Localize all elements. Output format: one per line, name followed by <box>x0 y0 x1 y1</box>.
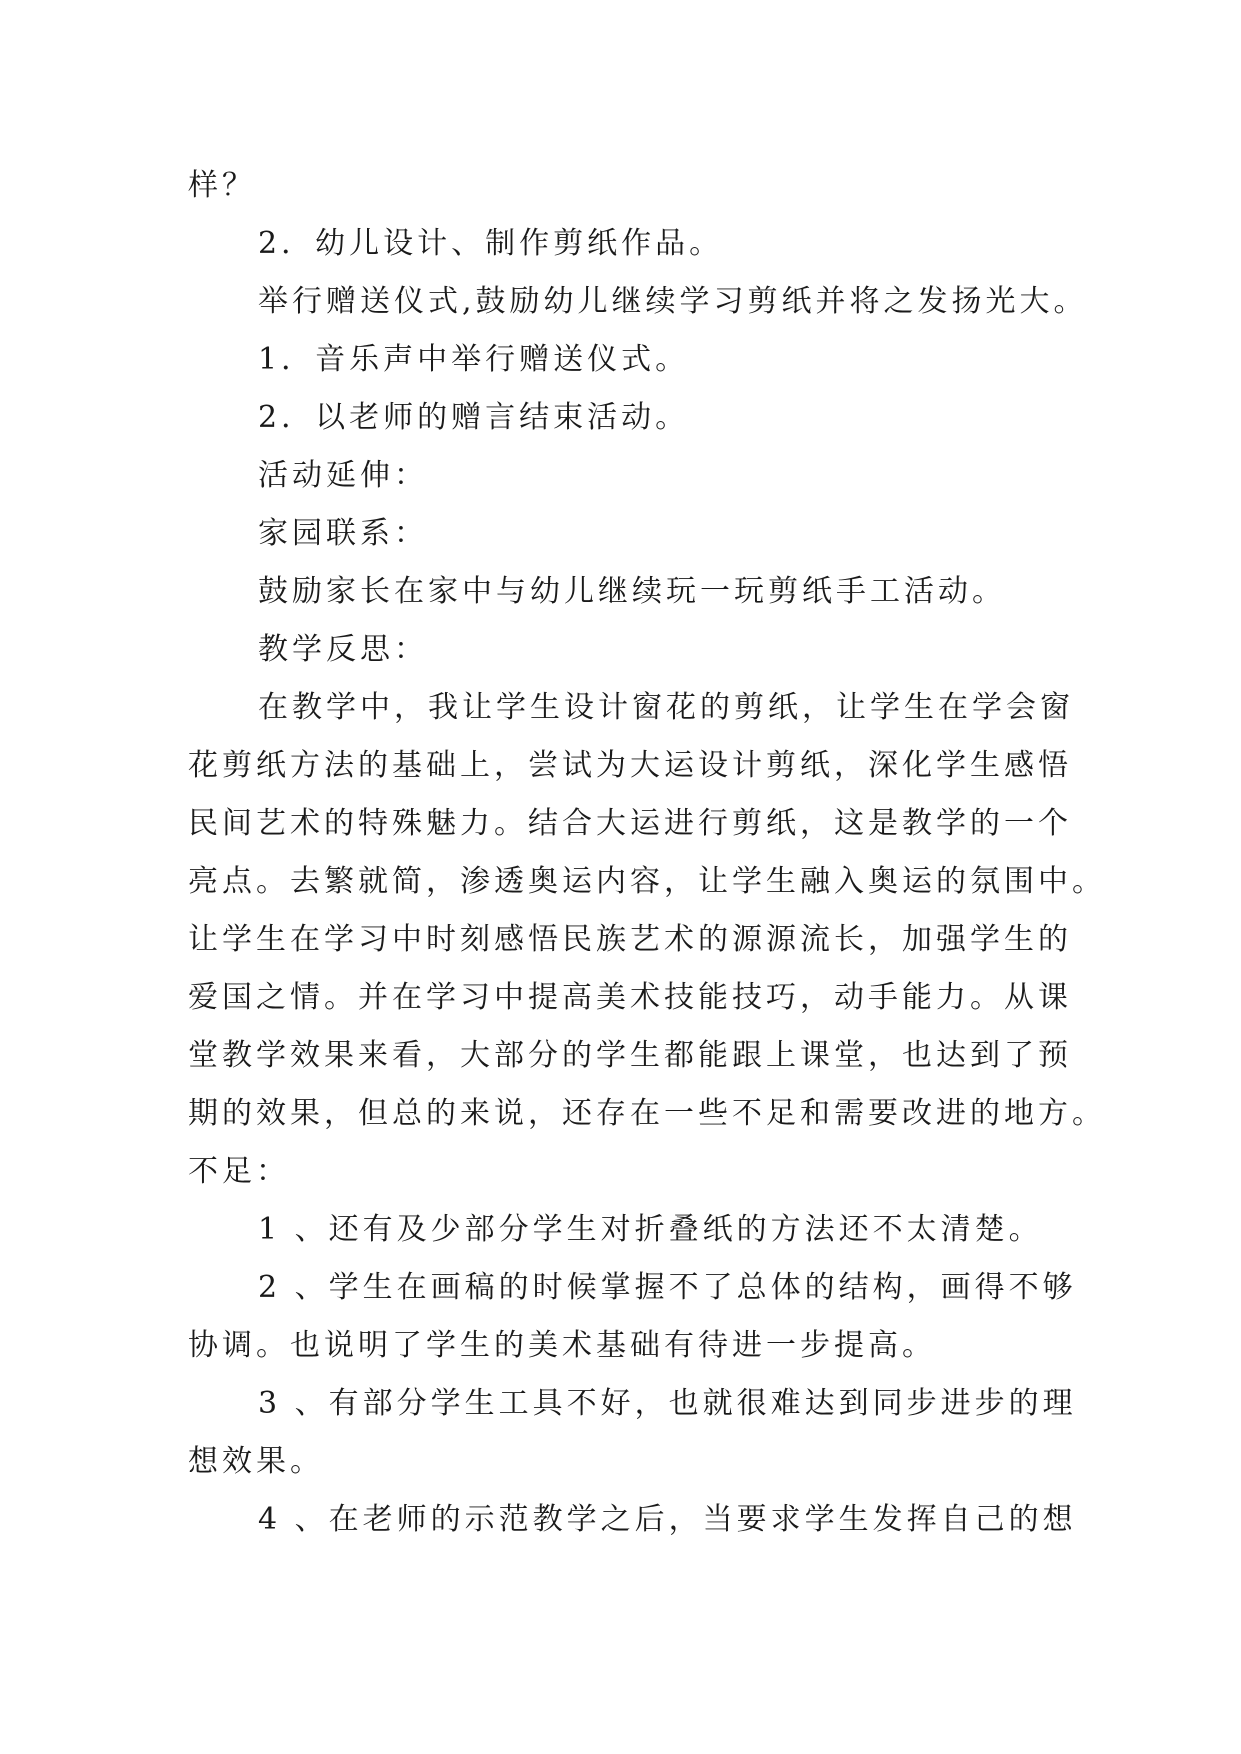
text-line: 举行赠送仪式,鼓励幼儿继续学习剪纸并将之发扬光大。 <box>258 284 1088 319</box>
text-line: 让学生在学习中时刻感悟民族艺术的源源流长，加强学生的 <box>188 922 1072 957</box>
text-line: 亮点。去繁就简，渗透奥运内容，让学生融入奥运的氛围中。 <box>188 864 1106 899</box>
section-heading: 不足： <box>188 1154 290 1189</box>
text-line: 花剪纸方法的基础上，尝试为大运设计剪纸，深化学生感悟 <box>188 748 1072 783</box>
list-item: 2 、学生在画稿的时候掌握不了总体的结构，画得不够 <box>258 1270 1077 1305</box>
text-line: 1．音乐声中举行赠送仪式。 <box>258 342 690 377</box>
section-heading: 家园联系： <box>258 516 428 551</box>
section-heading: 活动延伸： <box>258 458 428 493</box>
text-line: 鼓励家长在家中与幼儿继续玩一玩剪纸手工活动。 <box>258 574 1006 609</box>
text-line: 想效果。 <box>188 1444 324 1479</box>
text-line: 2．幼儿设计、制作剪纸作品。 <box>258 226 724 261</box>
text-line: 协调。也说明了学生的美术基础有待进一步提高。 <box>188 1328 936 1363</box>
text-line: 样？ <box>188 168 256 203</box>
list-item: 4 、在老师的示范教学之后，当要求学生发挥自己的想 <box>258 1502 1077 1537</box>
list-item: 1 、还有及少部分学生对折叠纸的方法还不太清楚。 <box>258 1212 1043 1247</box>
text-line: 2．以老师的赠言结束活动。 <box>258 400 690 435</box>
text-line: 爱国之情。并在学习中提高美术技能技巧，动手能力。从课 <box>188 980 1072 1015</box>
text-line: 在教学中，我让学生设计窗花的剪纸，让学生在学会窗 <box>258 690 1074 725</box>
text-line: 民间艺术的特殊魅力。结合大运进行剪纸，这是教学的一个 <box>188 806 1072 841</box>
section-heading: 教学反思： <box>258 632 428 667</box>
text-line: 堂教学效果来看，大部分的学生都能跟上课堂，也达到了预 <box>188 1038 1072 1073</box>
text-line: 期的效果，但总的来说，还存在一些不足和需要改进的地方。 <box>188 1096 1106 1131</box>
list-item: 3 、有部分学生工具不好，也就很难达到同步进步的理 <box>258 1386 1077 1421</box>
